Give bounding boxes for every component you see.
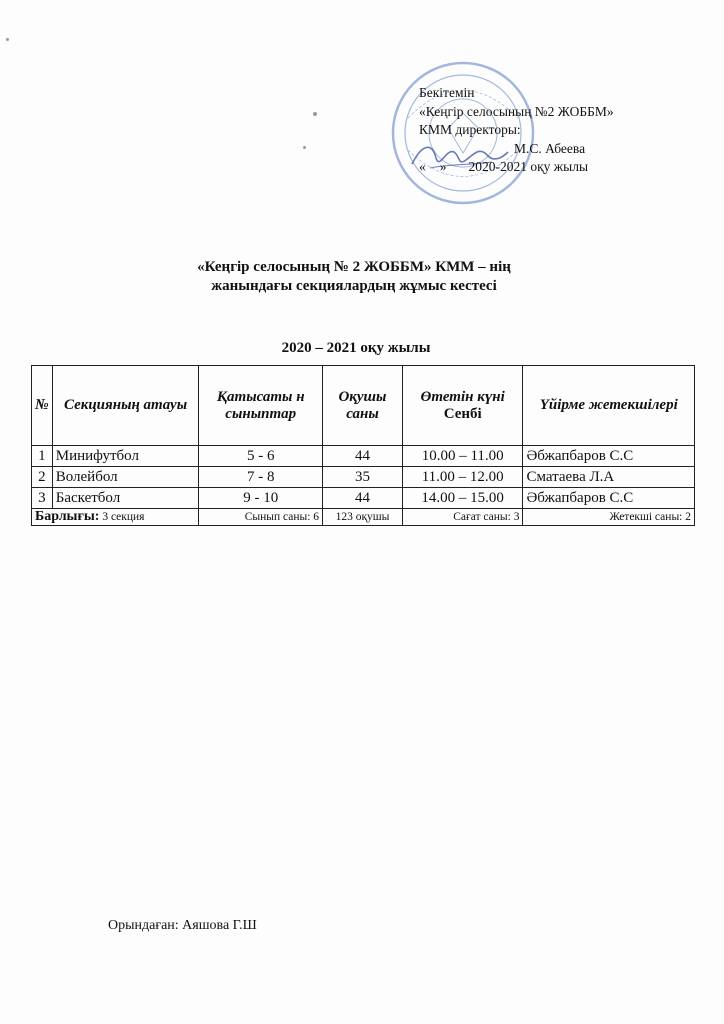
scan-dot xyxy=(6,38,9,41)
total-label: Барлығы: xyxy=(35,509,100,524)
approval-position: КММ директоры: xyxy=(419,122,521,137)
doc-title-year: 2020 – 2021 оқу жылы xyxy=(281,340,431,356)
header-day-value: Сенбі xyxy=(443,405,482,422)
cell-students: 35 xyxy=(323,467,403,488)
cell-grades: 5 - 6 xyxy=(199,446,323,467)
cell-leader: Әбжапбаров С.С xyxy=(523,446,695,467)
cell-leader: Әбжапбаров С.С xyxy=(523,488,695,509)
approval-block xyxy=(419,84,614,177)
table-row xyxy=(32,488,695,509)
total-sections xyxy=(32,509,199,526)
cell-section: Минифутбол xyxy=(52,446,199,467)
cell-num: 3 xyxy=(32,488,53,509)
cell-time: 11.00 – 12.00 xyxy=(402,467,523,488)
total-leaders: Жетекші саны: 2 xyxy=(523,509,695,526)
total-sections-value: 3 секция xyxy=(102,511,145,523)
table-header-row xyxy=(32,366,695,446)
approval-school: «Кеңгір селосының №2 ЖОББМ» xyxy=(419,103,614,119)
approval-year: 2020-2021 оқу жылы xyxy=(468,159,589,174)
doc-title-line1: «Кеңгір селосының № 2 ЖОББМ» КММ – нің xyxy=(197,259,511,275)
table-row xyxy=(32,446,695,467)
header-day: Өтетін күні Сенбі xyxy=(402,366,523,446)
schedule-table xyxy=(31,365,695,526)
doc-title-line2: жанындағы секциялардың жұмыс кестесі xyxy=(211,278,497,294)
approval-date: « » 2020-2021 оқу жылы xyxy=(419,159,589,174)
header-section: Секцияның атауы xyxy=(52,366,199,446)
director-name: М.С. Абеева xyxy=(514,140,586,156)
cell-section: Баскетбол xyxy=(52,488,199,509)
cell-students: 44 xyxy=(323,488,403,509)
header-leader: Үйірме жетекшілері xyxy=(523,366,695,446)
cell-students: 44 xyxy=(323,446,403,467)
header-num: № xyxy=(32,366,53,446)
scan-dot xyxy=(303,146,306,149)
cell-section: Волейбол xyxy=(52,467,199,488)
approval-signature-line xyxy=(419,140,614,159)
total-hours: Сағат саны: 3 xyxy=(402,509,523,526)
table-total-row xyxy=(32,509,695,526)
cell-grades: 7 - 8 xyxy=(199,467,323,488)
prepared-by: Орындаған: Аяшова Г.Ш xyxy=(108,918,257,933)
cell-grades: 9 - 10 xyxy=(199,488,323,509)
cell-num: 2 xyxy=(32,467,53,488)
cell-num: 1 xyxy=(32,446,53,467)
cell-leader: Сматаева Л.А xyxy=(523,467,695,488)
header-students: Оқушы саны xyxy=(323,366,403,446)
approval-title: Бекітемін xyxy=(419,85,475,100)
total-classes: Сынып саны: 6 xyxy=(199,509,323,526)
cell-time: 10.00 – 11.00 xyxy=(402,446,523,467)
header-grades: Қатысаты н сыныптар xyxy=(199,366,323,446)
total-students: 123 оқушы xyxy=(323,509,403,526)
table-row xyxy=(32,467,695,488)
cell-time: 14.00 – 15.00 xyxy=(402,488,523,509)
scan-dot xyxy=(313,112,317,116)
